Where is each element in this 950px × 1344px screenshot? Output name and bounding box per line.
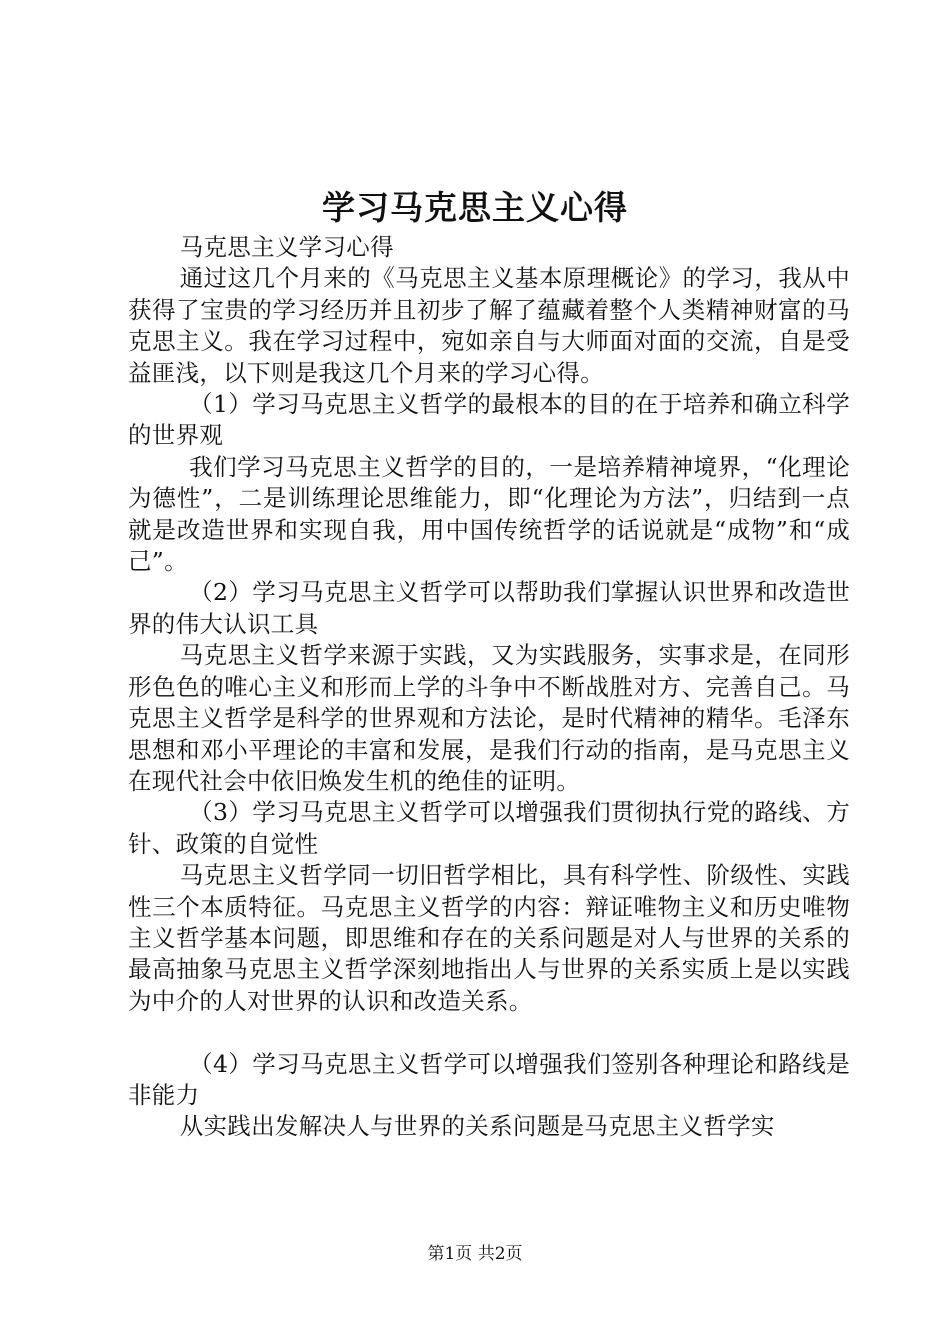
section-body-2: 马克思主义哲学来源于实践，又为实践服务，实事求是，在同形形色色的唯心主义和形而上学的斗争中不断战胜对方、完善自己。马克思主义哲学是科学的世界观和方法论，是时代精神的精华。毛泽东思想和邓小平理论的丰富和发展，是我们行动的指南，是马克思主义在现代社会中依旧焕发生机的绝佳的证明。 (128, 641, 850, 795)
section-heading-1: （1）学习马克思主义哲学的最根本的目的在于培养和确立科学的世界观 (128, 390, 850, 450)
section-heading-3: （3）学习马克思主义哲学可以增强我们贯彻执行党的路线、方针、政策的自觉性 (128, 798, 850, 858)
section-body-3: 马克思主义哲学同一切旧哲学相比，具有科学性、阶级性、实践性三个本质特征。马克思主义哲学的内容：辩证唯物主义和历史唯物主义哲学基本问题，即思维和存在的关系问题是对人与世界的关系的最高抽象马克思主义哲学深刻地指出人与世界的关系实质上是以实践为中介的人对世界的认识和改造关系。 (128, 861, 850, 1015)
document-body (128, 232, 850, 1143)
page-footer: 第1页 共2页 (427, 1244, 523, 1264)
section-heading-2: （2）学习马克思主义哲学可以帮助我们掌握认识世界和改造世界的伟大认识工具 (128, 578, 850, 638)
subtitle-paragraph: 马克思主义学习心得 (179, 233, 394, 261)
paragraph-gap (128, 1017, 850, 1048)
section-body-1: 我们学习马克思主义哲学的目的，一是培养精神境界，“化理论为德性”，二是训练理论思维能力，即“化理论为方法”，归结到一点就是改造世界和实现自我，用中国传统哲学的话说就是“成物”和“成己”。 (128, 452, 850, 576)
section-body-4: 从实践出发解决人与世界的关系问题是马克思主义哲学实 (179, 1112, 775, 1141)
section-heading-4: （4）学习马克思主义哲学可以增强我们签别各种理论和路线是非能力 (128, 1049, 850, 1109)
document-title: 学习马克思主义心得 (322, 188, 628, 227)
intro-paragraph: 通过这几个月来的《马克思主义基本原理概论》的学习，我从中获得了宝贵的学习经历并且初步了解了蕴藏着整个人类精神财富的马克思主义。我在学习过程中，宛如亲自与大师面对面的交流，自是受益匪浅，以下则是我这几个月来的学习心得。 (128, 264, 850, 387)
